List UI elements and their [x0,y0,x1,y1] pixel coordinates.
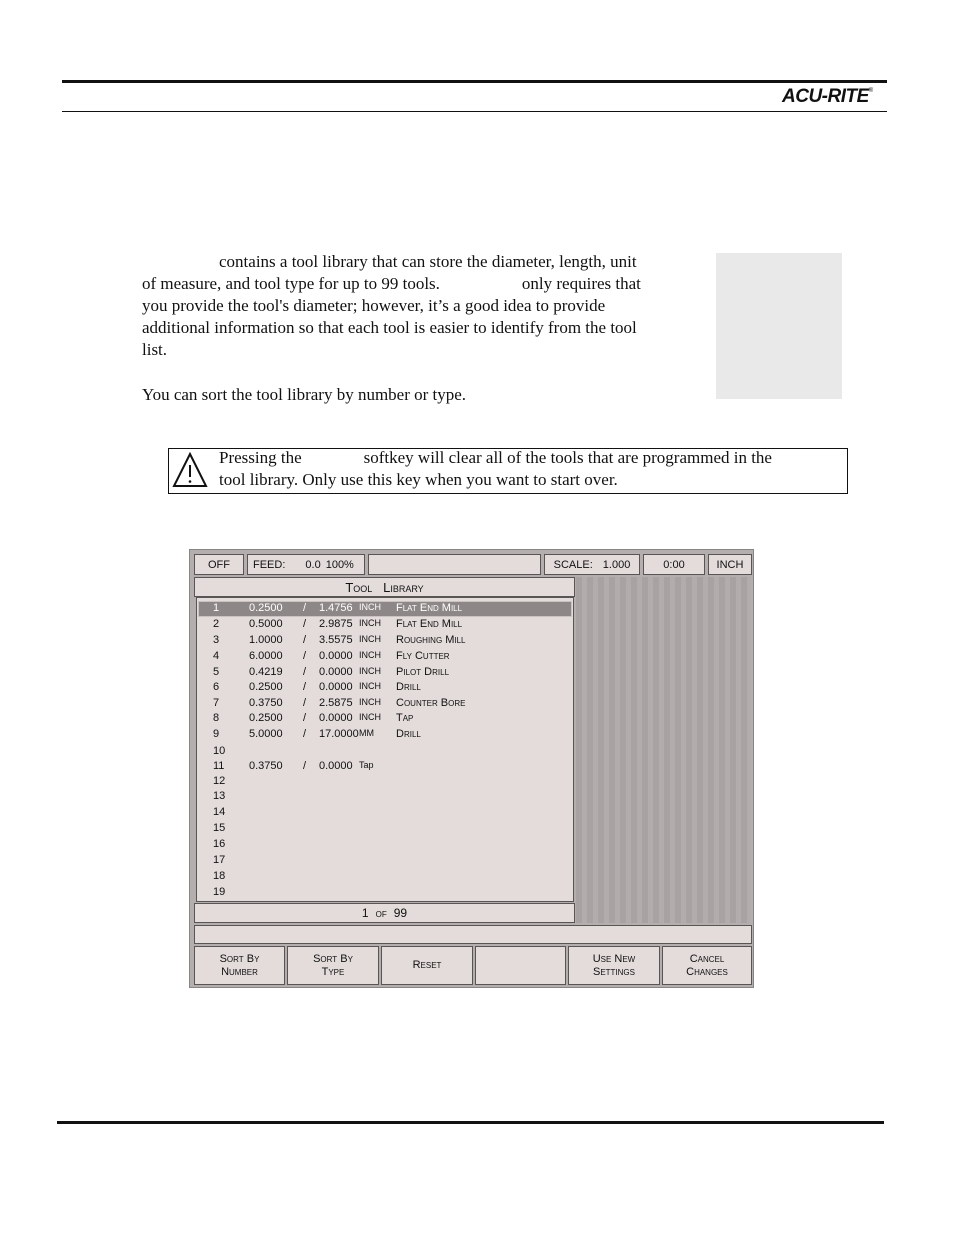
tool-len: 2.9875 [319,618,353,630]
tool-type: Flat End Mill [396,602,463,614]
warning-text-1a: Pressing the [219,448,302,467]
tool-row-12[interactable] [199,775,571,789]
softkey-use-new-settings[interactable]: Use New Settings [568,946,660,985]
margin-note-box [716,253,842,399]
tool-dia: 0.4219 [249,666,283,678]
tool-dia: 1.0000 [249,634,283,646]
tool-len: 0.0000 [319,681,353,693]
tool-len: 3.5575 [319,634,353,646]
intro-line-3: you provide the tool's diameter; however, it’s a good idea to provide [142,296,606,315]
tool-row-18[interactable] [199,870,571,884]
tool-num: 18 [213,870,226,882]
tool-dia: 5.0000 [249,728,283,740]
feed-value: 0.0 [305,558,321,571]
tool-row-3[interactable] [199,634,571,648]
warning-text-2: tool library. Only use this key when you want to start over. [219,470,618,489]
tool-len: 0.0000 [319,760,353,772]
tool-dia: 0.2500 [249,681,283,693]
tool-unit: INCH [359,618,381,628]
page-total: 99 [393,906,408,920]
tool-num: 5 [213,666,220,678]
tool-num: 2 [213,618,220,630]
tool-sep: / [303,634,307,646]
tool-row-2[interactable] [199,618,571,632]
message-line [194,925,752,944]
tool-type: Drill [396,681,421,693]
intro-line-1: contains a tool library that can store the diameter, length, unit [219,252,637,271]
tool-len: 0.0000 [319,650,353,662]
softkey-reset[interactable]: Reset [381,946,473,985]
softkey-sort-by-number[interactable]: Sort By Number [194,946,285,985]
tool-dia: 0.3750 [249,697,283,709]
tool-type: Fly Cutter [396,650,450,662]
tool-row-1[interactable] [199,602,571,616]
tool-row-10[interactable] [199,745,571,759]
status-scale [544,554,640,575]
tool-type: Flat End Mill [396,618,463,630]
tool-num: 10 [213,745,226,757]
tool-row-8[interactable] [199,712,571,726]
tool-len: 0.0000 [319,712,353,724]
tool-type: Drill [396,728,421,740]
warning-text-1b: softkey will clear all of the tools that are programmed in the [363,448,772,467]
status-timer: 0:00 [643,554,705,575]
tool-type: Pilot Drill [396,666,450,678]
feed-label: FEED: [253,558,286,571]
tool-num: 1 [213,602,220,614]
intro-line-5: list. [142,340,168,359]
tool-row-17[interactable] [199,854,571,868]
tool-sep: / [303,666,307,678]
tool-row-11[interactable] [199,760,571,774]
tool-num: 9 [213,728,220,740]
warning-box [168,448,848,494]
scale-label: SCALE: [553,558,593,571]
intro-paragraph [142,251,702,361]
tool-sep: / [303,602,307,614]
tool-sep: / [303,650,307,662]
tool-row-4[interactable] [199,650,571,664]
tool-sep: / [303,728,307,740]
softkey-cancel-changes[interactable]: Cancel Changes [662,946,752,985]
tool-len: 17.0000 [319,728,359,740]
tool-num: 13 [213,790,226,802]
tool-row-13[interactable] [199,790,571,804]
page-current: 1 [361,906,369,920]
tool-library-title: Tool Library [194,577,575,597]
status-feed [247,554,365,575]
tool-len: 0.0000 [319,666,353,678]
tool-unit: INCH [359,712,381,722]
brand-name: ACU-RITE [782,86,869,107]
tool-unit: INCH [359,666,381,676]
tool-sep: / [303,697,307,709]
tool-num: 15 [213,822,226,834]
brand-logo [782,86,873,108]
tool-list [196,597,574,902]
intro-line-2a: of measure, and tool type for up to 99 tools. [142,274,440,293]
softkey-sort-by-type[interactable]: Sort By Type [287,946,379,985]
header-top-rule [62,80,887,83]
tool-row-16[interactable] [199,838,571,852]
softkey-blank[interactable] [475,946,566,985]
status-units[interactable]: INCH [708,554,752,575]
tool-num: 19 [213,886,226,898]
scale-value: 1.000 [602,558,631,571]
tool-sep: / [303,712,307,724]
page-indicator [194,903,575,923]
tool-len: 2.5875 [319,697,353,709]
tool-num: 3 [213,634,220,646]
tool-type: Tap [396,712,414,724]
tool-num: 6 [213,681,220,693]
footer-rule [57,1121,884,1124]
tool-unit: MM [359,728,374,738]
tool-type: Roughing Mill [396,634,466,646]
intro-line-4: additional information so that each tool is easier to identify from the tool [142,318,637,337]
tool-unit: INCH [359,634,381,644]
registered-mark: ® [868,88,873,94]
tool-unit: INCH [359,650,381,660]
tool-sep: / [303,760,307,772]
header-bottom-rule [62,111,887,112]
tool-unit: INCH [359,697,381,707]
status-message-area [368,554,541,575]
tool-len: 1.4756 [319,602,353,614]
tool-num: 4 [213,650,220,662]
tool-num: 11 [213,760,225,772]
tool-row-15[interactable] [199,822,571,836]
tool-dia: 0.3750 [249,760,283,772]
tool-unit: INCH [359,602,381,612]
tool-num: 7 [213,697,220,709]
tool-sep: / [303,681,307,693]
feed-percent: 100% [325,558,354,571]
tool-row-5[interactable] [199,666,571,680]
tool-row-6[interactable] [199,681,571,695]
tool-row-19[interactable] [199,886,571,900]
tool-num: 12 [213,775,226,787]
tool-row-9[interactable] [199,728,571,742]
tool-dia: 0.2500 [249,712,283,724]
sort-note: You can sort the tool library by number or type. [142,385,467,404]
tool-type: Counter Bore [396,697,466,709]
tool-row-14[interactable] [199,806,571,820]
tool-unit: INCH [359,681,381,691]
tool-dia: 6.0000 [249,650,283,662]
warning-triangle-icon [172,452,208,494]
tool-dia: 0.5000 [249,618,283,630]
tool-unit: Tap [359,760,374,770]
tool-dia: 0.2500 [249,602,283,614]
tool-num: 16 [213,838,226,850]
tool-preview-area [576,577,751,923]
tool-library-screen [189,549,754,988]
status-mode[interactable]: OFF [194,554,244,575]
tool-sep: / [303,618,307,630]
tool-num: 14 [213,806,226,818]
tool-row-7[interactable] [199,697,571,711]
tool-num: 8 [213,712,220,724]
page-of: of [375,906,387,920]
intro-line-2b: only requires that [521,274,641,293]
tool-num: 17 [213,854,226,866]
